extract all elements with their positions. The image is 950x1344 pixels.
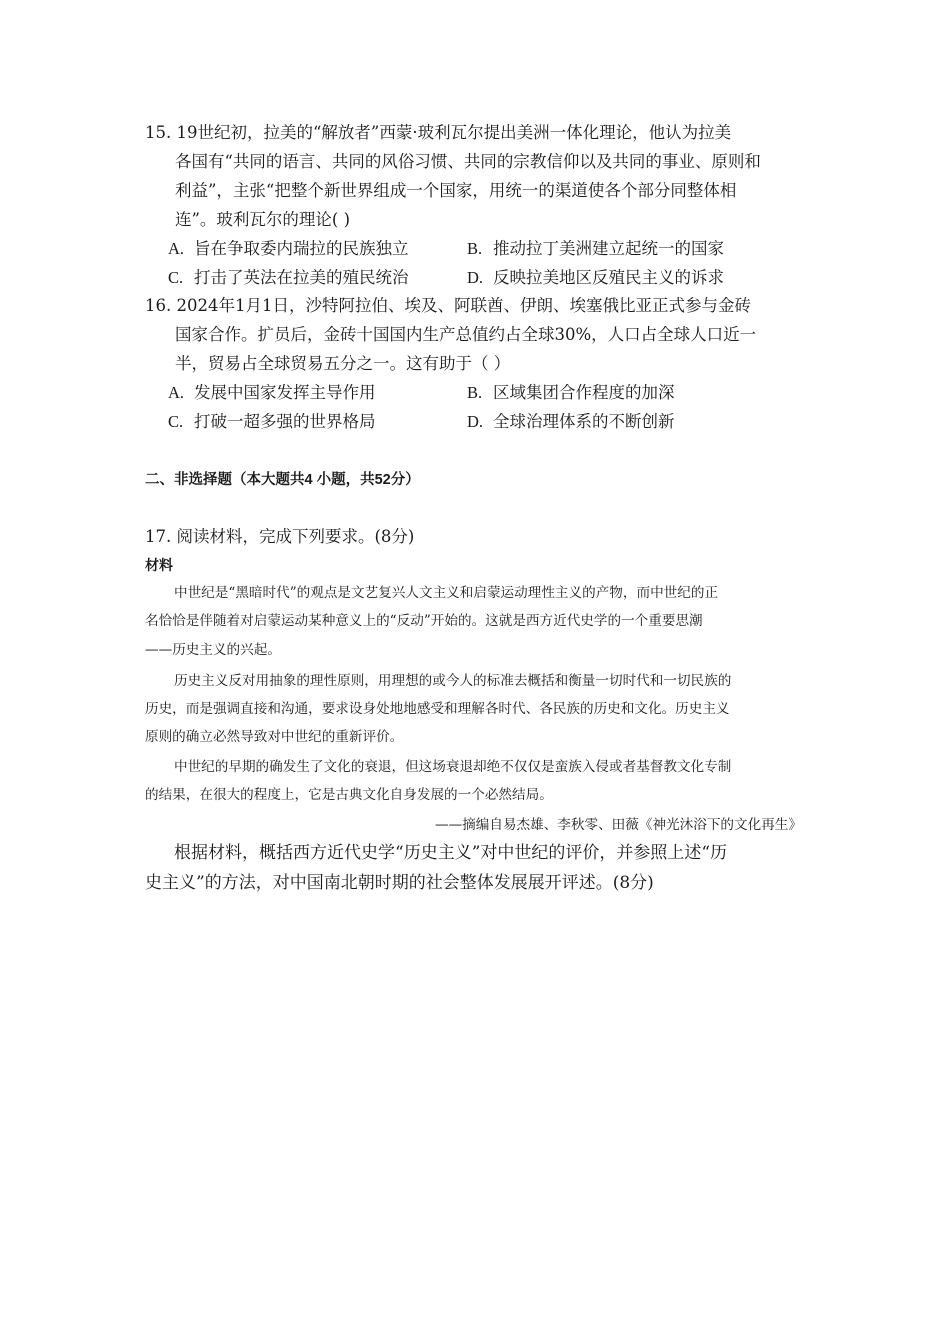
material-source: ——摘编自易杰雄、李秋零、田薇《神光沐浴下的文化再生》	[434, 817, 802, 833]
option-text: 全球治理体系的不断创新	[493, 412, 675, 431]
option-letter: D.	[467, 268, 484, 287]
option-letter: B.	[467, 239, 483, 258]
option-text: 打击了英法在拉美的殖民统治	[194, 268, 409, 287]
q17-requirement-line-1: 根据材料，概括西方近代史学“历史主义”对中世纪的评价，并参照上述“历	[174, 843, 728, 863]
q15-stem-line-3: 利益”，主张“把整个新世界组成一个国家，用统一的渠道使各个部分同整体相	[175, 181, 737, 200]
option-text: 发展中国家发挥主导作用	[194, 383, 376, 402]
option-letter: B.	[467, 383, 483, 402]
option-letter: C.	[168, 412, 184, 431]
material-line: 名恰恰是伴随着对启蒙运动某种意义上的“反动”开始的。这就是西方近代史学的一个重要思潮	[145, 613, 703, 629]
material-line: ——历史主义的兴起。	[145, 642, 281, 658]
q15-option-d	[467, 263, 724, 292]
option-text: 推动拉丁美洲建立起统一的国家	[493, 239, 724, 258]
material-line: 中世纪是“黑暗时代”的观点是文艺复兴人文主义和启蒙运动理性主义的产物，而中世纪的正	[174, 585, 719, 601]
q16-option-b	[467, 378, 675, 407]
q16-stem-line-1: 16. 2024年1月1日，沙特阿拉伯、埃及、阿联酋、伊朗、埃塞俄比亚正式参与金砖	[145, 296, 751, 315]
q15-stem-line-4: 连”。玻利瓦尔的理论( )	[175, 210, 351, 229]
material-label: 材料	[145, 557, 173, 573]
option-letter: A.	[168, 239, 185, 258]
q15-stem-line-1: 15. 19世纪初，拉美的“解放者”西蒙·玻利瓦尔提出美洲一体化理论，他认为拉美	[145, 123, 732, 142]
q15-option-c	[168, 263, 409, 292]
q16-stem-line-2: 国家合作。扩员后，金砖十国国内生产总值约占全球30%，人口占全球人口近一	[175, 325, 757, 344]
option-text: 区域集团合作程度的加深	[493, 383, 675, 402]
q15-option-a	[168, 234, 409, 263]
option-text: 反映拉美地区反殖民主义的诉求	[493, 268, 724, 287]
option-text: 打破一超多强的世界格局	[194, 412, 376, 431]
option-letter: C.	[168, 268, 184, 287]
material-line: 历史主义反对用抽象的理性原则，用理想的或今人的标准去概括和衡量一切时代和一切民族的	[174, 673, 732, 689]
material-line: 的结果，在很大的程度上，它是古典文化自身发展的一个必然结局。	[145, 787, 553, 803]
option-letter: D.	[467, 412, 484, 431]
q16-option-c	[168, 407, 376, 436]
q16-option-d	[467, 407, 675, 436]
q17-requirement-line-2: 史主义”的方法，对中国南北朝时期的社会整体发展展开评述。(8分)	[145, 873, 654, 893]
q16-option-a	[168, 378, 376, 407]
section-heading: 二、非选择题（本大题共4 小题，共52分）	[145, 472, 420, 488]
q15-stem-line-2: 各国有“共同的语言、共同的风俗习惯、共同的宗教信仰以及共同的事业、原则和	[175, 152, 761, 171]
option-text: 旨在争取委内瑞拉的民族独立	[194, 239, 409, 258]
q17-header: 17. 阅读材料，完成下列要求。(8分)	[145, 527, 415, 546]
material-line: 原则的确立必然导致对中世纪的重新评价。	[145, 729, 404, 745]
q15-option-b	[467, 234, 724, 263]
option-letter: A.	[168, 383, 185, 402]
material-line: 中世纪的早期的确发生了文化的衰退，但这场衰退却绝不仅仅是蛮族入侵或者基督教文化专制	[174, 759, 732, 775]
material-line: 历史，而是强调直接和沟通，要求设身处地地感受和理解各时代、各民族的历史和文化。历史主义	[145, 701, 730, 717]
q16-stem-line-3: 半，贸易占全球贸易五分之一。这有助于（ ）	[175, 354, 511, 373]
